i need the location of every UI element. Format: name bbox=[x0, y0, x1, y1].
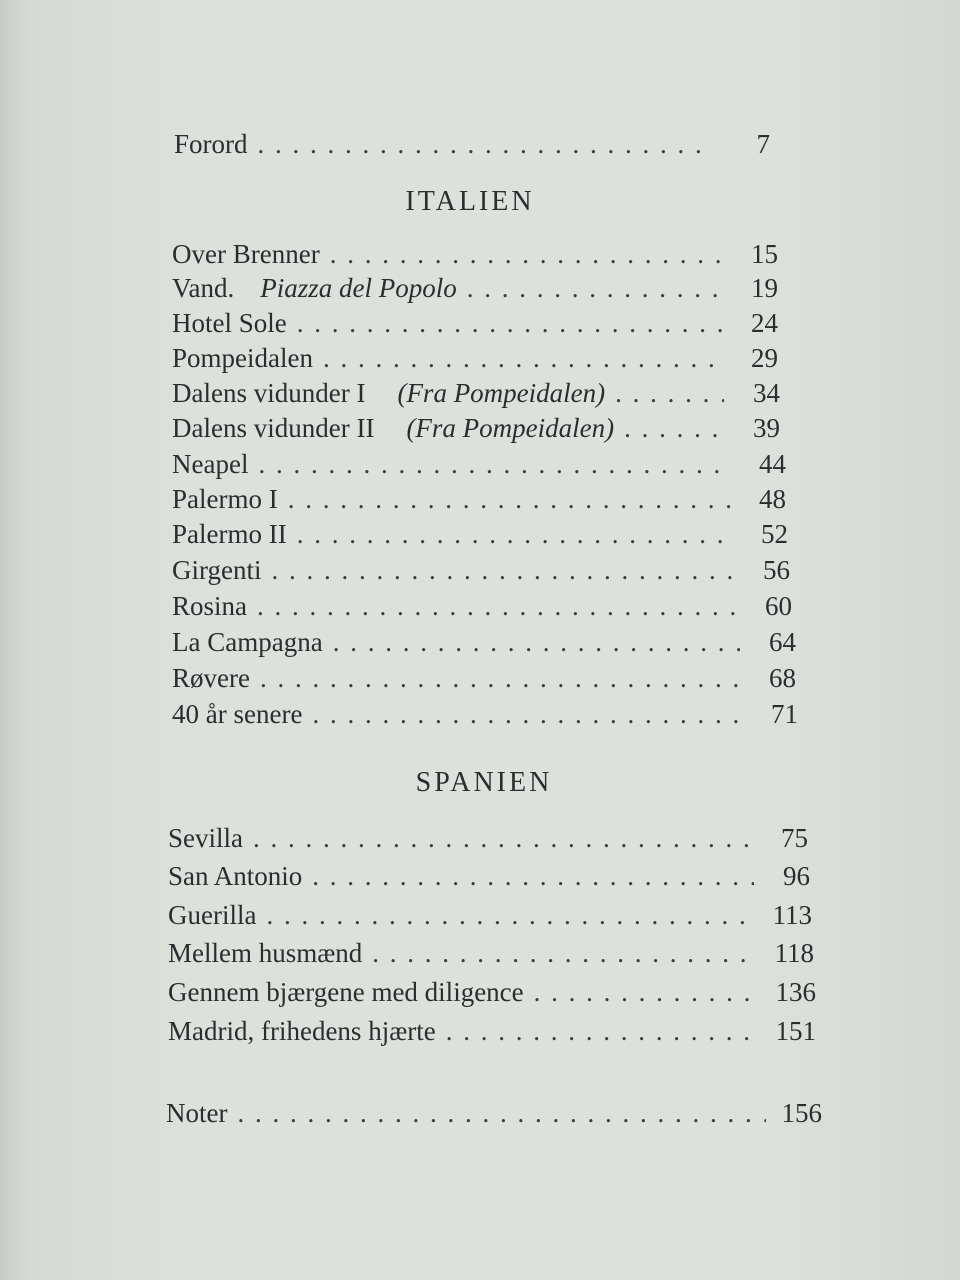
toc-entry-page: 113 bbox=[772, 900, 812, 930]
toc-entry-title: Mellem husmænd bbox=[168, 938, 363, 968]
toc-entry-page: 48 bbox=[759, 484, 786, 514]
dot-leader bbox=[323, 342, 722, 374]
toc-entry-title: Gennem bjærgene med diligence bbox=[168, 977, 524, 1007]
toc-entry-page: 75 bbox=[781, 823, 808, 853]
toc-entry bbox=[172, 412, 780, 444]
toc-entry-page: 19 bbox=[751, 273, 778, 303]
toc-entry-title: La Campagna bbox=[172, 627, 323, 657]
toc-entry-page: 60 bbox=[765, 591, 792, 621]
toc-entry-subtitle: (Fra Pompeidalen) bbox=[397, 378, 606, 408]
toc-entry bbox=[172, 554, 790, 586]
dot-leader bbox=[312, 698, 742, 730]
toc-entry bbox=[168, 937, 814, 969]
toc-entry-page: 68 bbox=[769, 663, 796, 693]
toc-entry bbox=[172, 448, 786, 480]
toc-entry-page: 24 bbox=[751, 308, 778, 338]
toc-entry bbox=[172, 483, 786, 515]
toc-entry-title: Hotel Sole bbox=[172, 308, 287, 338]
toc-entry-page: 52 bbox=[761, 519, 788, 549]
dot-leader bbox=[288, 483, 730, 515]
dot-leader bbox=[615, 377, 724, 409]
toc-entry-title: Palermo I bbox=[172, 484, 278, 514]
toc-entry bbox=[172, 590, 792, 622]
toc-entry-page: 71 bbox=[771, 699, 798, 729]
toc-entry-page: 44 bbox=[759, 449, 786, 479]
toc-entry bbox=[172, 238, 778, 270]
section-heading-spanien: SPANIEN bbox=[415, 767, 553, 798]
dot-leader bbox=[253, 822, 752, 854]
toc-entry bbox=[172, 272, 778, 304]
dot-leader bbox=[272, 554, 735, 586]
toc-entry-forord bbox=[174, 128, 770, 160]
toc-entry-page: 56 bbox=[763, 555, 790, 585]
toc-entry bbox=[172, 377, 780, 409]
toc-entry-subtitle: Piazza del Popolo bbox=[260, 273, 457, 303]
dot-leader bbox=[534, 976, 760, 1008]
toc-entry-page: 96 bbox=[783, 861, 810, 891]
dot-leader bbox=[258, 448, 730, 480]
dot-leader bbox=[624, 412, 724, 444]
toc-entry-title: Noter bbox=[166, 1098, 228, 1128]
dot-leader bbox=[312, 860, 754, 892]
toc-entry bbox=[172, 626, 796, 658]
toc-entry-title: Over Brenner bbox=[172, 239, 320, 269]
dot-leader bbox=[297, 307, 722, 339]
toc-entry bbox=[168, 976, 816, 1008]
dot-leader bbox=[446, 1015, 760, 1047]
toc-entry-page: 64 bbox=[769, 627, 796, 657]
toc-entry-page: 15 bbox=[751, 239, 778, 269]
toc-entry bbox=[172, 342, 778, 374]
dot-leader bbox=[237, 1097, 766, 1129]
dot-leader bbox=[260, 662, 740, 694]
toc-entry bbox=[168, 899, 812, 931]
dot-leader bbox=[266, 899, 756, 931]
dot-leader bbox=[467, 272, 722, 304]
toc-entry-title: Forord bbox=[174, 129, 248, 159]
toc-entry-page: 34 bbox=[753, 378, 780, 408]
toc-entry-title: Sevilla bbox=[168, 823, 243, 853]
dot-leader bbox=[258, 128, 715, 160]
dot-leader bbox=[257, 590, 736, 622]
toc-entry-page: 7 bbox=[756, 129, 770, 159]
toc-entry bbox=[168, 860, 810, 892]
toc-entry-subtitle: (Fra Pompeidalen) bbox=[406, 413, 615, 443]
toc-entry-title: Palermo II bbox=[172, 519, 287, 549]
toc-entry-page: 156 bbox=[781, 1098, 822, 1128]
toc-entry-page: 39 bbox=[753, 413, 780, 443]
toc-entry-page: 136 bbox=[775, 977, 816, 1007]
dot-leader bbox=[333, 626, 740, 658]
dot-leader bbox=[297, 518, 732, 550]
toc-entry-page: 29 bbox=[751, 343, 778, 373]
dot-leader bbox=[372, 937, 758, 969]
toc-entry-noter bbox=[166, 1097, 822, 1129]
toc-entry-title: Guerilla bbox=[168, 900, 257, 930]
toc-entry bbox=[172, 307, 778, 339]
toc-entry-title: Dalens vidunder I bbox=[172, 378, 366, 408]
toc-entry bbox=[172, 662, 796, 694]
toc-entry-title: San Antonio bbox=[168, 861, 303, 891]
toc-entry-title: 40 år senere bbox=[172, 699, 303, 729]
toc-entry-title: Neapel bbox=[172, 449, 249, 479]
section-heading-italien: ITALIEN bbox=[405, 186, 535, 217]
toc-entry-title: Vand. bbox=[172, 273, 235, 303]
toc-entry-title: Røvere bbox=[172, 663, 250, 693]
toc-entry-page: 118 bbox=[774, 938, 814, 968]
toc-entry-title: Pompeidalen bbox=[172, 343, 313, 373]
toc-entry bbox=[168, 822, 808, 854]
toc-entry-title: Dalens vidunder II bbox=[172, 413, 375, 443]
dot-leader bbox=[330, 238, 722, 270]
toc-entry-title: Madrid, frihedens hjærte bbox=[168, 1016, 436, 1046]
toc-entry-title: Rosina bbox=[172, 591, 248, 621]
toc-entry bbox=[172, 518, 788, 550]
toc-entry bbox=[168, 1015, 816, 1047]
toc-entry-title: Girgenti bbox=[172, 555, 262, 585]
toc-entry-page: 151 bbox=[775, 1016, 816, 1046]
toc-entry bbox=[172, 698, 798, 730]
